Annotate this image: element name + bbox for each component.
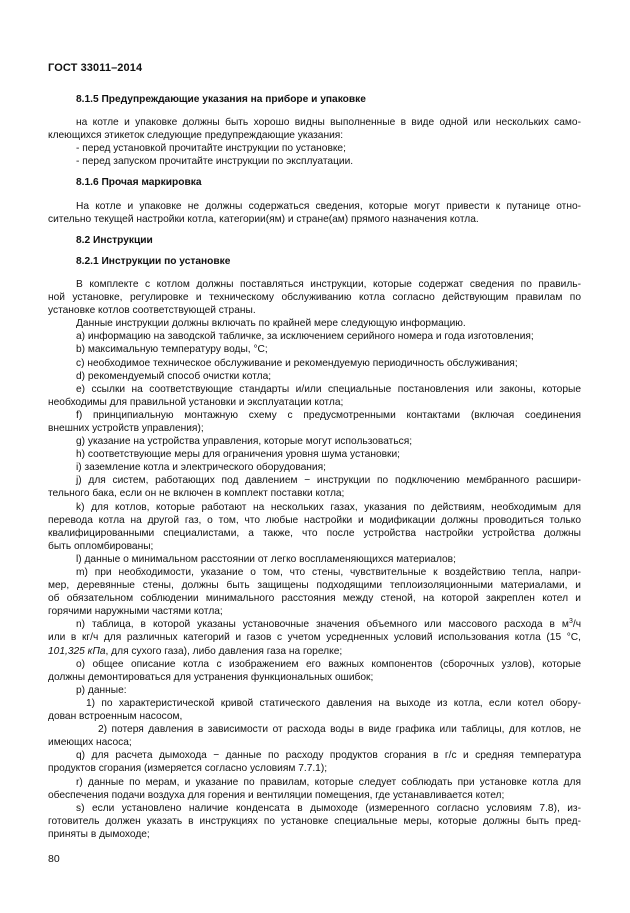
list-line: 1) по характеристической кривой статического давления на выходе из котла, если котел обору- (86, 697, 581, 709)
list-line: перевода котла на другой газ, о том, что любые настройки и модификации должны проводиться только (48, 514, 581, 526)
section-8-1-6-paragraph (48, 200, 581, 226)
list-item-d: d) рекомендуемый способ очистки котла; (76, 370, 272, 382)
list-item-a: а) информацию на заводской табличке, за исключением серийного номера и года изготовления; (76, 331, 534, 343)
section-8-1-6-heading: 8.1.6 Прочая маркировка (76, 177, 202, 189)
section-8-1-5-heading: 8.1.5 Предупреждающие указания на приборе и упаковке (76, 94, 366, 105)
italic-pressure: 101,325 кПа (48, 645, 106, 657)
list-line: е) ссылки на соответствующие стандарты и/или специальные постановления или законы, которые (76, 383, 581, 395)
paragraph-line: сительно текущей настройки котла, категории(ям) и стране(ам) прямого назначения котла. (48, 213, 479, 225)
list-item-r (48, 776, 581, 802)
list-line (48, 618, 581, 631)
list-line: f) принципиальную монтажную схему с предусмотренными контактами (включая соединения (76, 409, 581, 421)
paragraph-line: В комплекте с котлом должны поставляться инструкции, которые содержат сведения по правиль- (76, 278, 581, 290)
list-line: s) если установлено наличие конденсата в дымоходе (измеренного согласно условиям 7.8), из- (76, 802, 581, 814)
list-line: об обязательном соблюдении минимального расстояния между стеной, на которой закреплен котел и (48, 593, 581, 605)
list-text: , для сухого газа), либо давления газа на горелке; (105, 645, 343, 657)
list-line: приняты в дымоходе; (48, 828, 150, 840)
list-item-g: g) указание на устройства управления, которые могут использоваться; (76, 436, 413, 448)
list-line: r) данные по мерам, и указание по правилам, которые следует соблюдать при установке котла для (76, 776, 581, 788)
list-line: быть опломбированы; (48, 540, 154, 552)
list-line: квалифицированными специалистами, а также, что после устройства настройки устройства должны (48, 527, 581, 539)
document-body (48, 93, 581, 841)
list-line: m) при необходимости, указание о том, что стены, чувствительные к воздействию тепла, напри- (76, 567, 581, 578)
list-item-q (48, 749, 581, 775)
intro-sentence: Данные инструкции должны включать по крайней мере следующую информацию. (76, 318, 466, 330)
list-line: j) для систем, работающих под давлением − инструкции по подключению мембранного расшири- (76, 475, 581, 487)
standard-header: ГОСТ 33011–2014 (48, 62, 143, 74)
paragraph-line: установке котлов соответствующей страны. (48, 305, 256, 317)
list-text: n) таблица, в которой указаны установочные значения объемного или массового расхода в м (76, 619, 569, 631)
list-line: необходимы для правильной установки и эксплуатации котла; (48, 396, 344, 408)
list-item-c: c) необходимое техническое обслуживание и рекомендуемую периодичность обслуживания; (76, 357, 518, 369)
list-item-e (48, 383, 581, 409)
list-item-o (48, 658, 581, 684)
list-item-p-2 (48, 723, 581, 749)
list-line: тельного бака, если он не включен в комплект поставки котла; (48, 488, 345, 500)
list-line: k) для котлов, которые работают на нескольких газах, указания по действиям, необходимым для (76, 501, 581, 513)
warning-item-1: - перед установкой прочитайте инструкции по установке; (76, 143, 346, 155)
superscript: 3 (568, 618, 573, 626)
paragraph-line: на котле и упаковке должны быть хорошо видны выполненные в виде одной или нескольких само- (76, 117, 581, 129)
list-item-i: i) заземление котла и электрического оборудования; (76, 462, 326, 474)
list-item-n (48, 618, 581, 657)
section-8-2-1-heading: 8.2.1 Инструкции по установке (76, 255, 231, 267)
list-item-j (48, 474, 581, 500)
list-line: q) для расчета дымохода − данные по расходу продуктов сгорания в г/с и средняя температура (76, 750, 581, 762)
paragraph-line: ной установке, регулировке и техническому обслуживанию котла согласно действующим правилам по (48, 292, 581, 304)
list-line: продуктов сгорания (измеряется согласно условиям 7.7.1); (48, 763, 328, 775)
paragraph-line: На котле и упаковке не должны содержаться сведения, которые могут привести к путанице отно- (76, 200, 581, 212)
list-item-b: b) максимальную температуру воды, °С; (76, 344, 268, 356)
section-8-2-heading: 8.2 Инструкции (76, 234, 153, 246)
list-item-m (48, 566, 581, 618)
list-line: или в кг/ч для различных категорий и газов с учетом усредненных условий использования котла (15 °С, (48, 632, 581, 644)
list-line: должны демонтироваться для устранения функциональных ошибок; (48, 671, 374, 683)
list-line: внешних устройств управления); (48, 422, 204, 434)
list-item-p-1 (48, 697, 581, 723)
list-line: готовитель должен указать в инструкциях по установке специальные меры, которые должны быть пред- (48, 815, 581, 827)
section-8-1-5-paragraph (48, 116, 581, 142)
list-item-k (48, 501, 581, 553)
list-line: обеспечения подачи воздуха для горения и вентиляции помещения, где устанавливается котел; (48, 789, 505, 801)
list-item-l: l) данные о минимальном расстоянии от легко воспламеняющихся материалов; (76, 553, 456, 565)
list-line: o) общее описание котла с изображением его важных компонентов (сборочных узлов), которые (76, 658, 581, 670)
list-line: имеющих насоса; (48, 737, 132, 749)
list-item-f (48, 409, 581, 435)
paragraph-line: клеющихся этикеток следующие предупреждающие указания: (48, 130, 344, 142)
list-line: дован встроенным насосом, (48, 711, 183, 723)
page-number: 80 (48, 853, 60, 865)
section-8-2-1-intro (48, 278, 581, 317)
list-item-s (48, 802, 581, 841)
list-line: горячими наружными частями котла; (48, 606, 223, 618)
list-line: мер, деревянные стены, должны быть защищены подходящими теплоизоляционными материалами, и (48, 580, 581, 592)
list-line (48, 645, 581, 658)
list-text: /ч (572, 619, 581, 631)
warning-item-2: - перед запуском прочитайте инструкции по эксплуатации. (76, 156, 354, 168)
list-item-p: p) данные: (76, 684, 127, 696)
list-line: 2) потеря давления в зависимости от расхода воды в виде графика или таблицы, для котлов, не (98, 724, 581, 736)
list-item-h: h) соответствующие меры для ограничения уровня шума установки; (76, 449, 401, 461)
